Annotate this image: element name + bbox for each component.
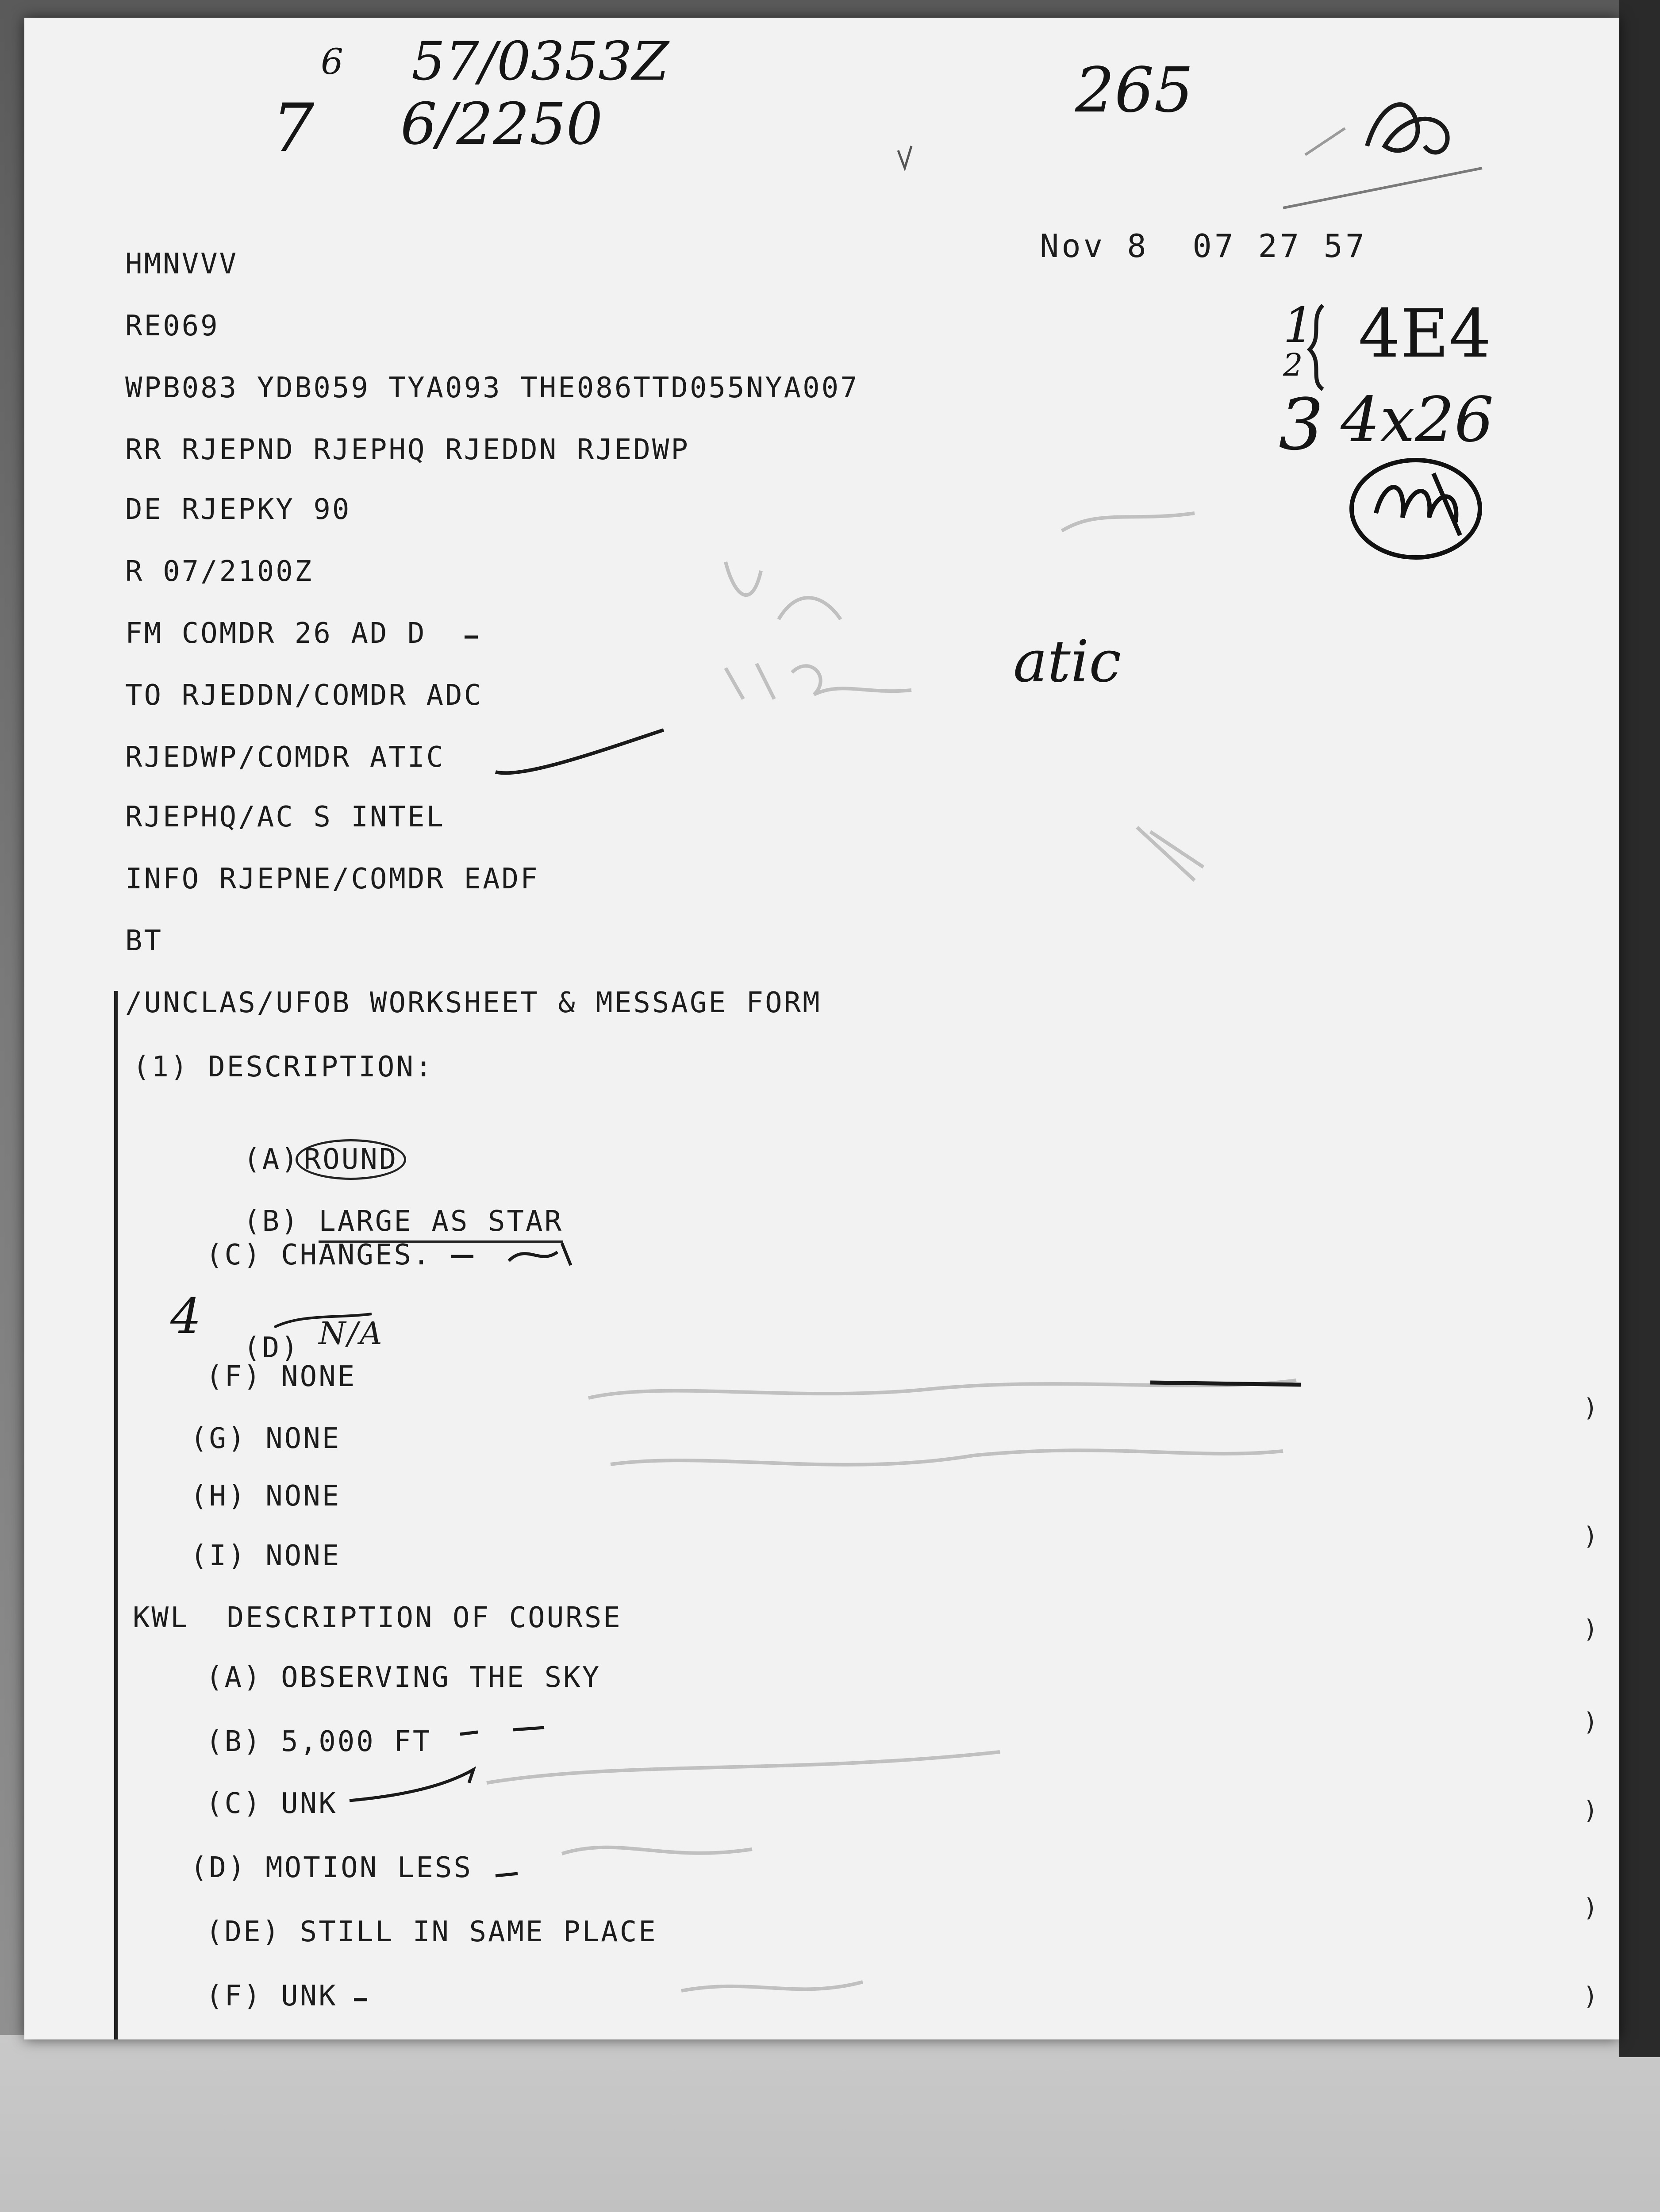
to-line-atic: RJEDWP/COMDR ATIC: [125, 741, 446, 774]
item-1i: (I) NONE: [190, 1540, 341, 1572]
handwritten-num-six: 6: [321, 41, 343, 82]
header-line-origin: DE RJEPKY 90: [125, 493, 351, 526]
margin-atic-note: atic: [1013, 628, 1122, 695]
edge-mark-2: ): [1585, 1615, 1595, 1644]
to-line: TO RJEDDN/COMDR ADC: [125, 679, 483, 712]
item-1b-label: (B): [243, 1205, 300, 1238]
item-1b: [206, 1179, 563, 1236]
margin-code-2: 4x26: [1341, 384, 1494, 456]
left-margin-rule: [114, 991, 118, 2039]
item-2c: (C) UNK: [206, 1787, 338, 1820]
margin-code-1: 4E4: [1358, 296, 1491, 373]
edge-mark-3: ): [1585, 1708, 1595, 1736]
item-1h: (H) NONE: [190, 1480, 341, 1513]
lower-paper-sheet: [0, 2035, 1660, 2212]
item-2b: (B) 5,000 FT: [206, 1725, 432, 1758]
edge-mark-7: ): [1585, 1394, 1595, 1422]
from-line: FM COMDR 26 AD D: [125, 617, 427, 650]
header-line-station-codes: WPB083 YDB059 TYA093 THE086TTD055NYA007: [125, 372, 859, 404]
item-1f: (F) NONE: [206, 1360, 357, 1393]
handwritten-num-seven: 7: [272, 90, 315, 167]
item-1a: [206, 1117, 406, 1174]
item-2a: (A) OBSERVING THE SKY: [206, 1661, 601, 1694]
edge-mark-1: ): [1585, 1522, 1595, 1551]
item-1d-value: N/A: [319, 1315, 384, 1352]
dark-right-edge: [1619, 0, 1660, 2057]
edge-mark-6: ): [1585, 1982, 1595, 2011]
item-1c: (C) CHANGES.: [206, 1239, 432, 1271]
header-line-routing-1: HMNVVV: [125, 248, 238, 280]
item-1g: (G) NONE: [190, 1422, 341, 1455]
subject-line: /UNCLAS/UFOB WORKSHEET & MESSAGE FORM: [125, 987, 822, 1019]
edge-mark-5: ): [1585, 1893, 1595, 1922]
section-description-heading: (1) DESCRIPTION:: [133, 1051, 434, 1083]
break-line: BT: [125, 925, 163, 957]
item-1a-label: (A): [243, 1143, 300, 1176]
item-2d: (D) MOTION LESS: [190, 1851, 473, 1884]
item-2e: (DE) STILL IN SAME PLACE: [206, 1916, 657, 1948]
item-1d: [206, 1303, 384, 1362]
handwritten-file-number-2: 6/2250: [400, 90, 603, 157]
header-line-addressees: RR RJEPND RJEPHQ RJEDDN RJEDWP: [125, 434, 690, 466]
header-line-datetime: R 07/2100Z: [125, 555, 314, 588]
handwritten-file-number-1: 57/0353Z: [411, 31, 669, 92]
received-date-stamp: Nov 8 07 27 57: [1040, 227, 1368, 265]
edge-mark-4: ): [1585, 1796, 1595, 1825]
header-line-routing-2: RE069: [125, 310, 219, 342]
item-1b-value: LARGE AS STAR: [319, 1205, 563, 1243]
section-course-heading: KWL DESCRIPTION OF COURSE: [133, 1601, 622, 1634]
margin-number-3: 3: [1279, 383, 1324, 466]
handwritten-page-number: 265: [1075, 54, 1194, 127]
info-line: INFO RJEPNE/COMDR EADF: [125, 863, 539, 895]
item-2f: (F) UNK: [206, 1980, 338, 2012]
margin-number-1: 1: [1283, 297, 1314, 353]
margin-number-2: 2: [1283, 347, 1303, 383]
margin-side-number-4: 4: [170, 1288, 201, 1344]
item-1a-value: ROUND: [296, 1139, 407, 1180]
item-1d-label: (D): [243, 1332, 300, 1364]
to-line-intel: RJEPHQ/AC S INTEL: [125, 801, 446, 833]
